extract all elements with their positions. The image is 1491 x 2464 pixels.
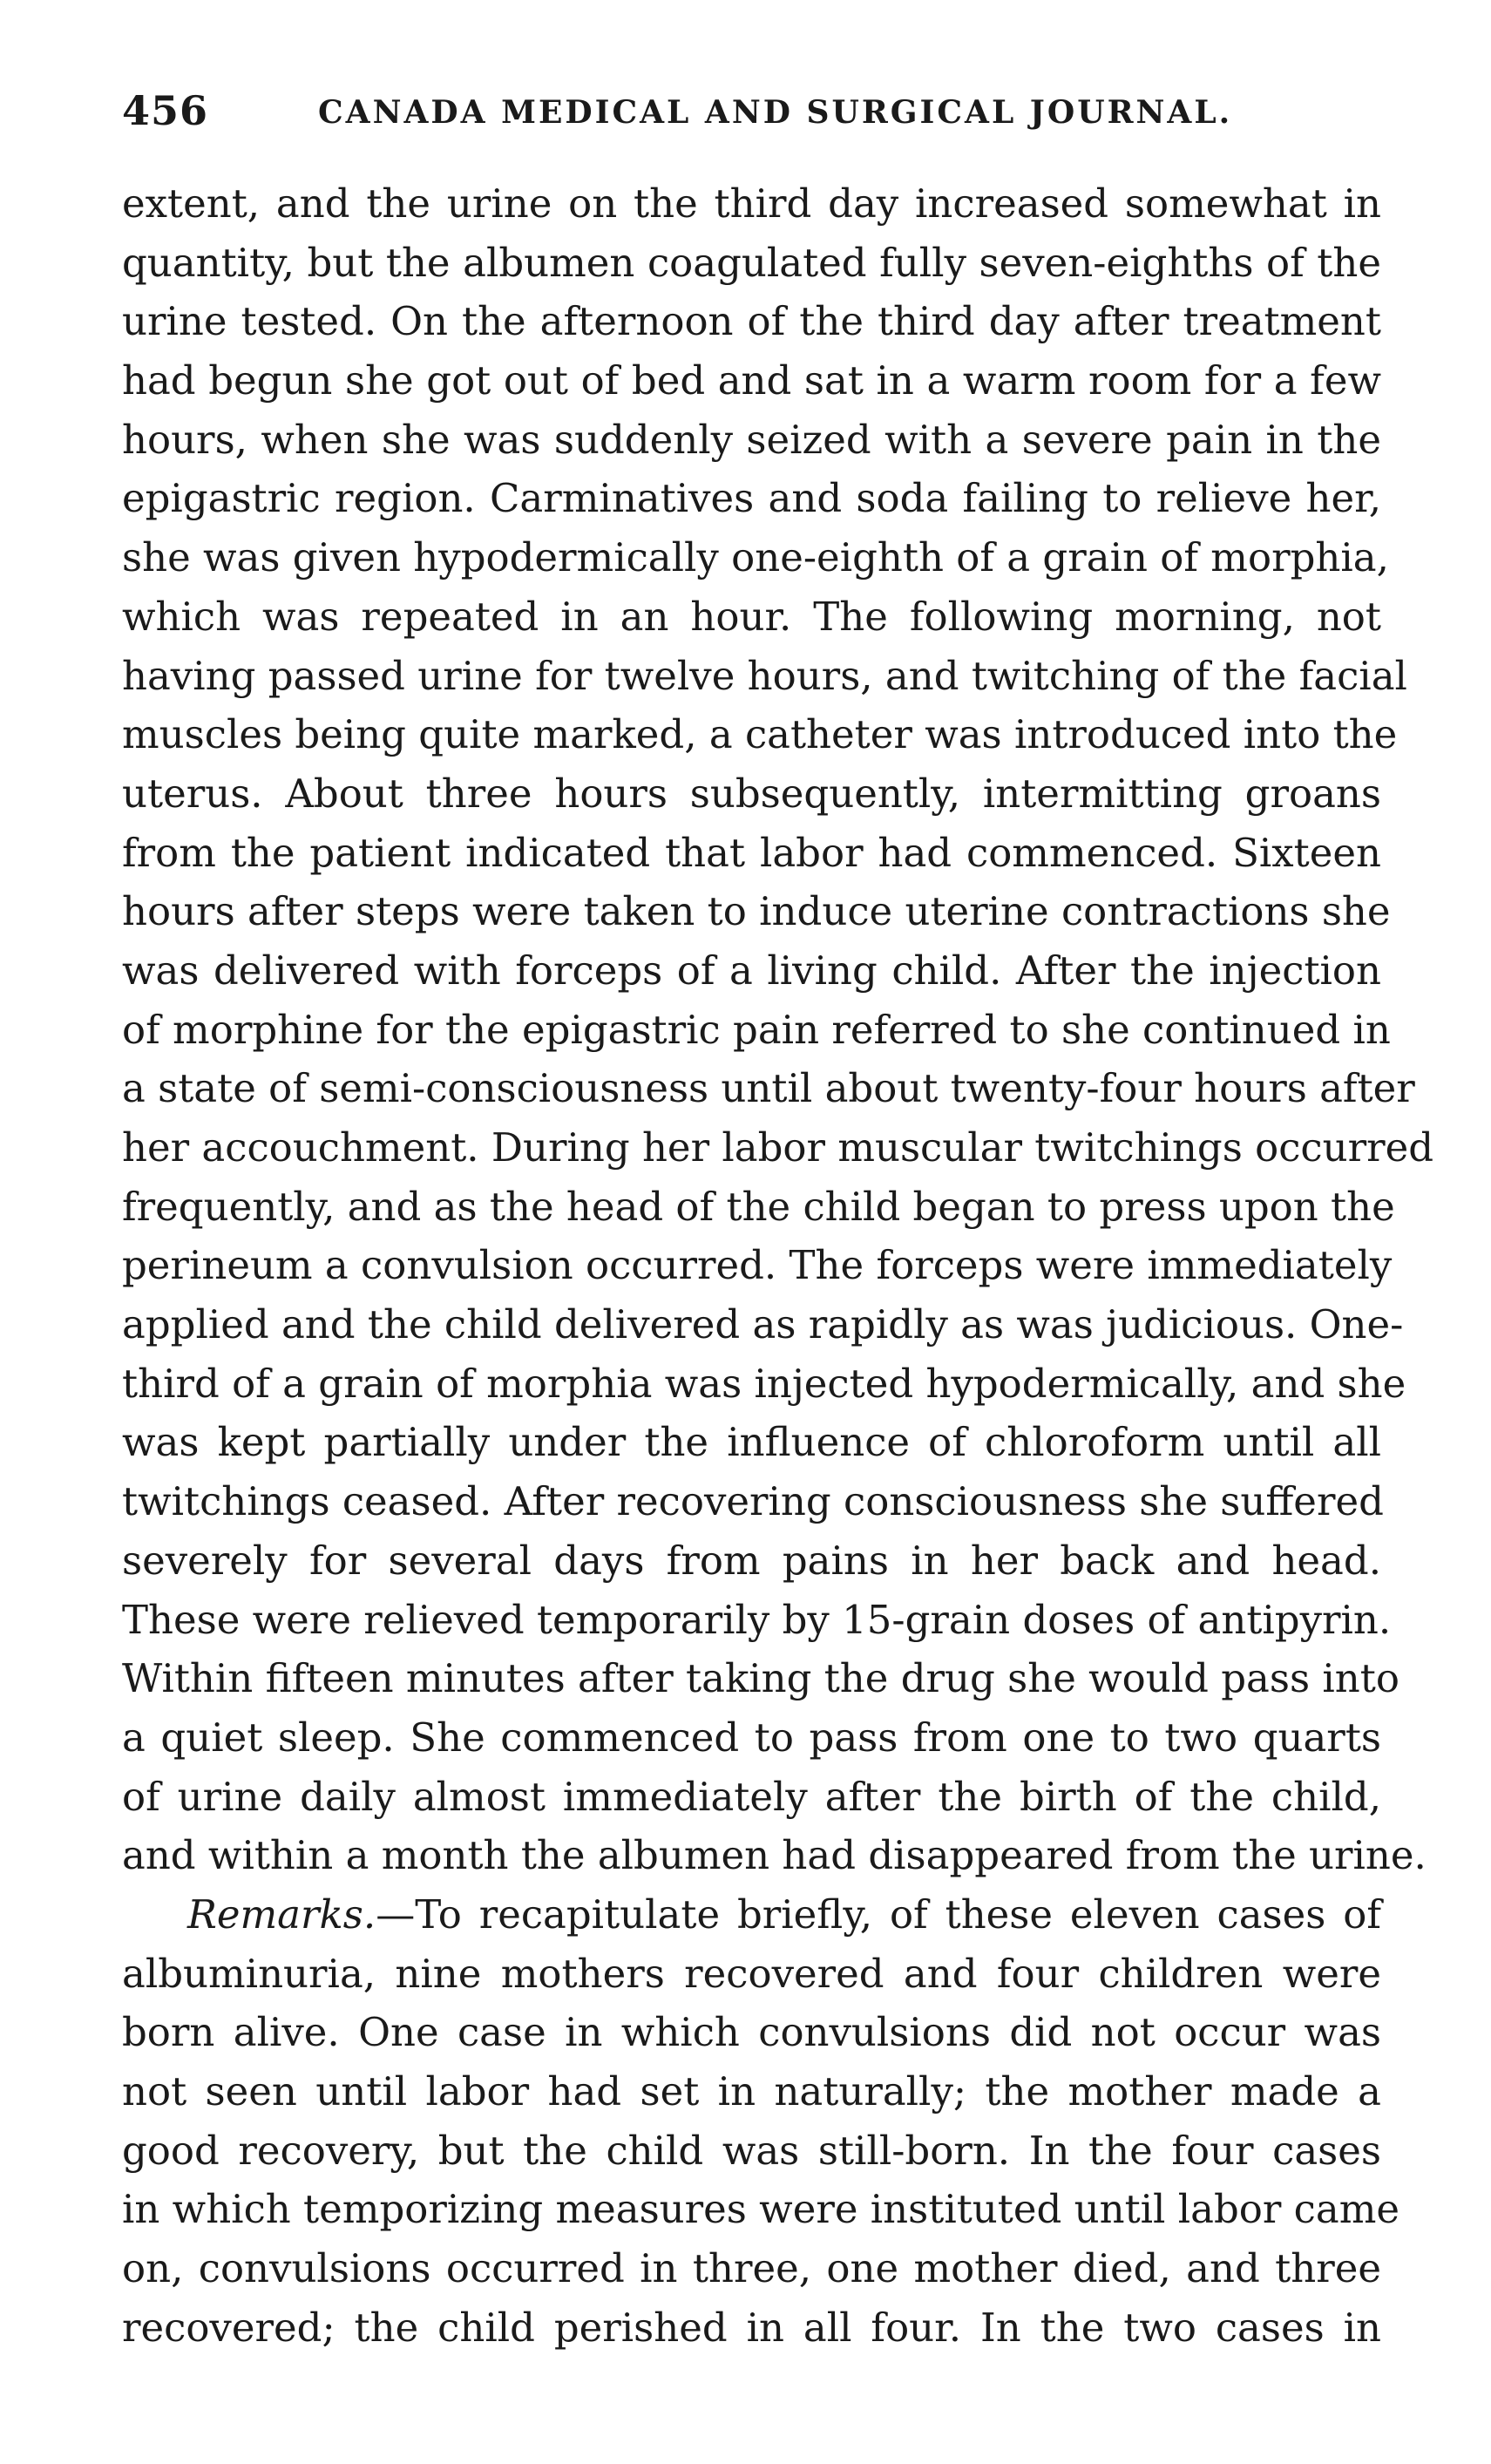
text-line: applied and the child delivered as rapidly as was judicious. One-: [122, 1301, 1404, 1348]
remarks-label: Remarks.: [187, 1890, 376, 1938]
body-text: [122, 174, 1434, 2357]
text-line: uterus. About three hours subsequently, intermitting groans: [122, 770, 1381, 817]
text-line: severely for several days from pains in her back and head.: [122, 1537, 1381, 1584]
text-line: born alive. One case in which convulsions did not occur was: [122, 2009, 1381, 2056]
text-line: had begun she got out of bed and sat in a warm room for a few: [122, 357, 1381, 404]
page-header: [122, 87, 1386, 148]
text-line: Within fifteen minutes after taking the drug she would pass into: [122, 1655, 1400, 1702]
text-line: a state of semi-consciousness until about twenty-four hours after: [122, 1065, 1415, 1112]
text-line: she was given hypodermically one-eighth of a grain of morphia,: [122, 534, 1389, 581]
text-line: quantity, but the albumen coagulated fully seven-eighths of the: [122, 239, 1381, 286]
text-line: was kept partially under the influence of chloroform until all: [122, 1419, 1381, 1466]
text-line: perineum a convulsion occurred. The forceps were immediately: [122, 1242, 1393, 1289]
text-line: urine tested. On the afternoon of the third day after treatment: [122, 298, 1381, 345]
text-line: albuminuria, nine mothers recovered and four children were: [122, 1950, 1381, 1997]
text-line: epigastric region. Carminatives and soda failing to relieve her,: [122, 475, 1381, 522]
text-line: hours after steps were taken to induce uterine contractions she: [122, 888, 1391, 935]
text-line: on, convulsions occurred in three, one mother died, and three: [122, 2245, 1381, 2292]
text-line: having passed urine for twelve hours, and twitching of the facial: [122, 652, 1407, 699]
text-line: was delivered with forceps of a living child. After the injection: [122, 947, 1381, 994]
text-line: and within a month the albumen had disappeared from the urine.: [122, 1832, 1427, 1879]
text-line: frequently, and as the head of the child began to press upon the: [122, 1183, 1395, 1230]
text-line: in which temporizing measures were instituted until labor came: [122, 2186, 1400, 2233]
text-line: not seen until labor had set in naturally; the mother made a: [122, 2068, 1381, 2114]
text-line: recovered; the child perished in all four. In the two cases in: [122, 2304, 1381, 2351]
text-line: extent, and the urine on the third day increased somewhat in: [122, 180, 1381, 227]
paragraph-case-report: [122, 174, 1434, 1885]
paragraph-remarks: [122, 1885, 1400, 2358]
remarks-first-line: [122, 1885, 1381, 1945]
text-line: third of a grain of morphia was injected hypodermically, and she: [122, 1360, 1406, 1407]
text-line: These were relieved temporarily by 15-grain doses of antipyrin.: [122, 1596, 1392, 1643]
text-line: hours, when she was suddenly seized with a severe pain in the: [122, 416, 1381, 463]
text-line: of morphine for the epigastric pain referred to she continued in: [122, 1006, 1391, 1053]
running-head: CANADA MEDICAL AND SURGICAL JOURNAL.: [318, 94, 1233, 131]
text-line: a quiet sleep. She commenced to pass from one to two quarts: [122, 1714, 1381, 1761]
text-line: of urine daily almost immediately after the birth of the child,: [122, 1773, 1381, 1820]
text-line: twitchings ceased. After recovering consciousness she suffered: [122, 1478, 1384, 1525]
text-line: her accouchment. During her labor muscular twitchings occurred: [122, 1124, 1434, 1171]
text-line: which was repeated in an hour. The following morning, not: [122, 593, 1381, 640]
text-line: from the patient indicated that labor had commenced. Sixteen: [122, 829, 1381, 876]
text-line: muscles being quite marked, a catheter was introduced into the: [122, 711, 1398, 758]
remarks-first-line-text: —To recapitulate briefly, of these eleven cases of: [376, 1890, 1381, 1938]
page-number: 456: [122, 87, 209, 134]
text-line: good recovery, but the child was still-born. In the four cases: [122, 2127, 1381, 2174]
